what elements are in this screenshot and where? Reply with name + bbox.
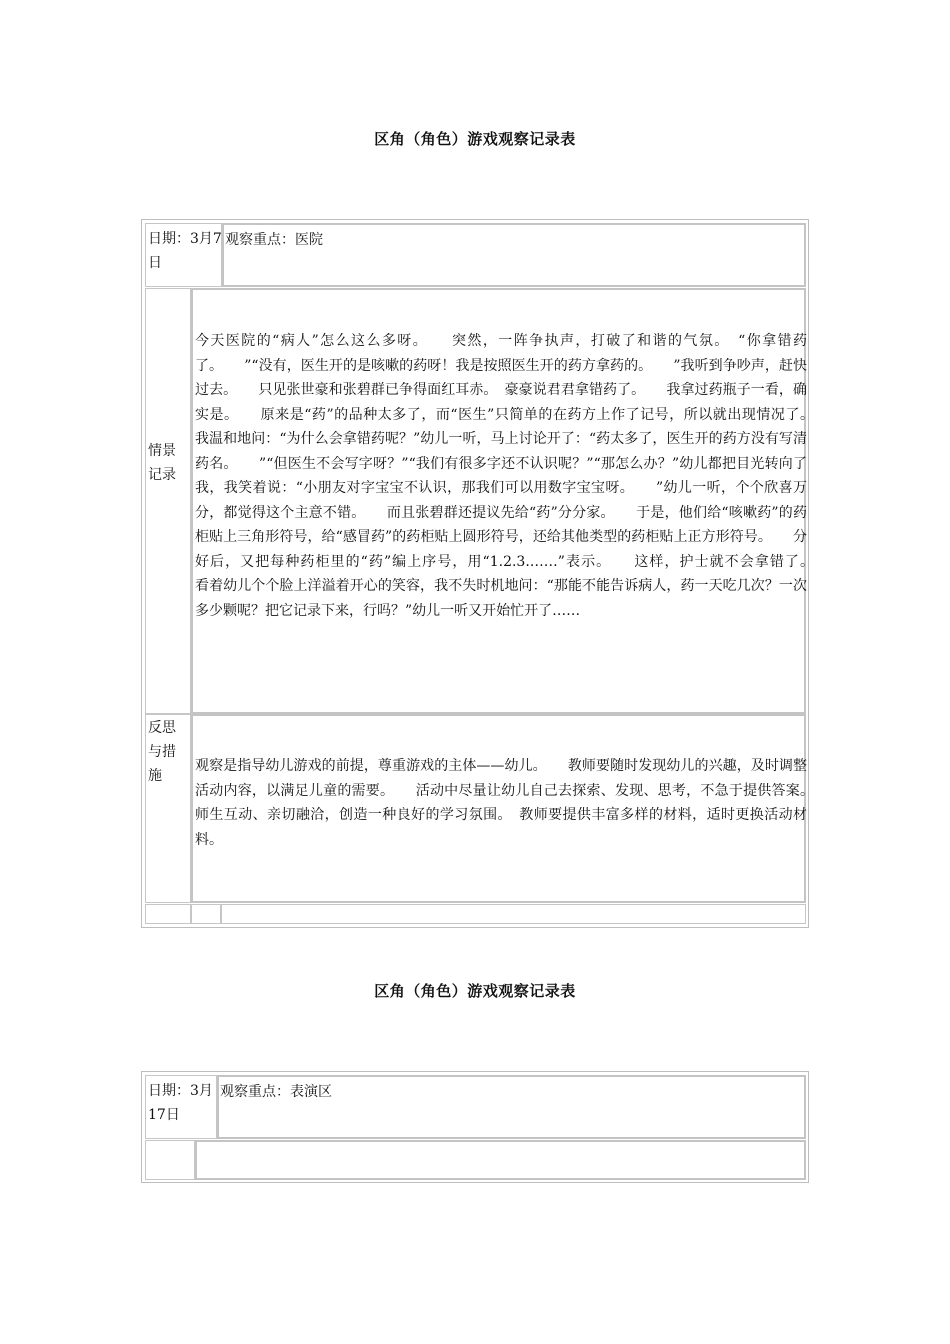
scene-label: 情景记录 <box>148 443 176 483</box>
scene-text-cell <box>191 288 835 714</box>
reflect-text: 观察是指导幼儿游戏的前提，尊重游戏的主体——幼儿。 教师要随时发现幼儿的兴趣，及时调整活动内容，以满足儿童的需要。 活动中尽量让幼儿自己去探索、发现、思考，不急于提供答案。 师生互动、亲切融洽，创造一种良好的学习氛围。 教师要提供丰富多样的材料，适时更换活动材料。 <box>195 758 835 848</box>
record-table-1 <box>141 219 835 928</box>
date-cell <box>145 1075 217 1139</box>
date-cell <box>145 223 222 287</box>
empty-cell <box>145 904 191 924</box>
scene-label-cell <box>145 288 191 714</box>
empty-cell <box>195 1140 806 1180</box>
empty-cell <box>221 904 806 924</box>
page-title-1: 区角（角色）游戏观察记录表 <box>374 130 576 148</box>
focus-label: 观察重点：表演区 <box>220 1084 332 1100</box>
date-label: 日期：3月7日 <box>148 231 222 271</box>
reflect-label-cell <box>145 714 191 903</box>
empty-cell <box>145 1140 195 1180</box>
page-title-2: 区角（角色）游戏观察记录表 <box>374 982 576 1000</box>
empty-cell <box>191 904 221 924</box>
record-table-2 <box>141 1071 809 1183</box>
focus-label: 观察重点：医院 <box>225 232 323 248</box>
focus-cell <box>222 223 806 287</box>
scene-text: 今天医院的“病人”怎么这么多呀。 突然，一阵争执声，打破了和谐的气氛。 “你拿错药了。 ”“没有，医生开的是咳嗽的药呀！我是按照医生开的药方拿药的。 ”我听到争吵声，赶快过去。 只见张世豪和张碧群已争得面红耳赤。 豪豪说君君拿错药了。 我拿过药瓶子一看，确实是。 原来是“药”的品种太多了，而“医生”只简单的在药方上作了记号，所以就出现情况了。 我温和地问：“为什么会拿错药呢？”幼儿一听，马上讨论开了：“药太多了，医生开的药方没有写清药名。 ”“但医生不会写字呀？”“我们有很多字还不认识呢？”“那怎么办？”幼儿都把目光转向了我，我笑着说：“小朋友对字宝宝不认识，那我们可以用数字宝宝呀。 ”幼儿一听，个个欣喜万分，都觉得这个主意不错。 而且张碧群还提议先给“药”分分家。 于是，他们给“咳嗽药”的药柜贴上三角形符号，给“感冒药”的药柜贴上圆形符号，还给其他类型的药柜贴上正方形符号。 分好后，又把每种药柜里的“药”编上序号，用“1.2.3.……”表示。 这样，护士就不会拿错了。 看着幼儿个个脸上洋溢着开心的笑容，我不失时机地问：“那能不能告诉病人，药一天吃几次？一次多少颗呢？把它记录下来，行吗？”幼儿一听又开始忙开了…… <box>195 333 835 619</box>
focus-cell <box>217 1075 806 1139</box>
reflect-text-cell <box>191 714 835 903</box>
reflect-label: 反思与措施 <box>148 720 176 784</box>
date-label: 日期：3月17日 <box>148 1083 213 1123</box>
